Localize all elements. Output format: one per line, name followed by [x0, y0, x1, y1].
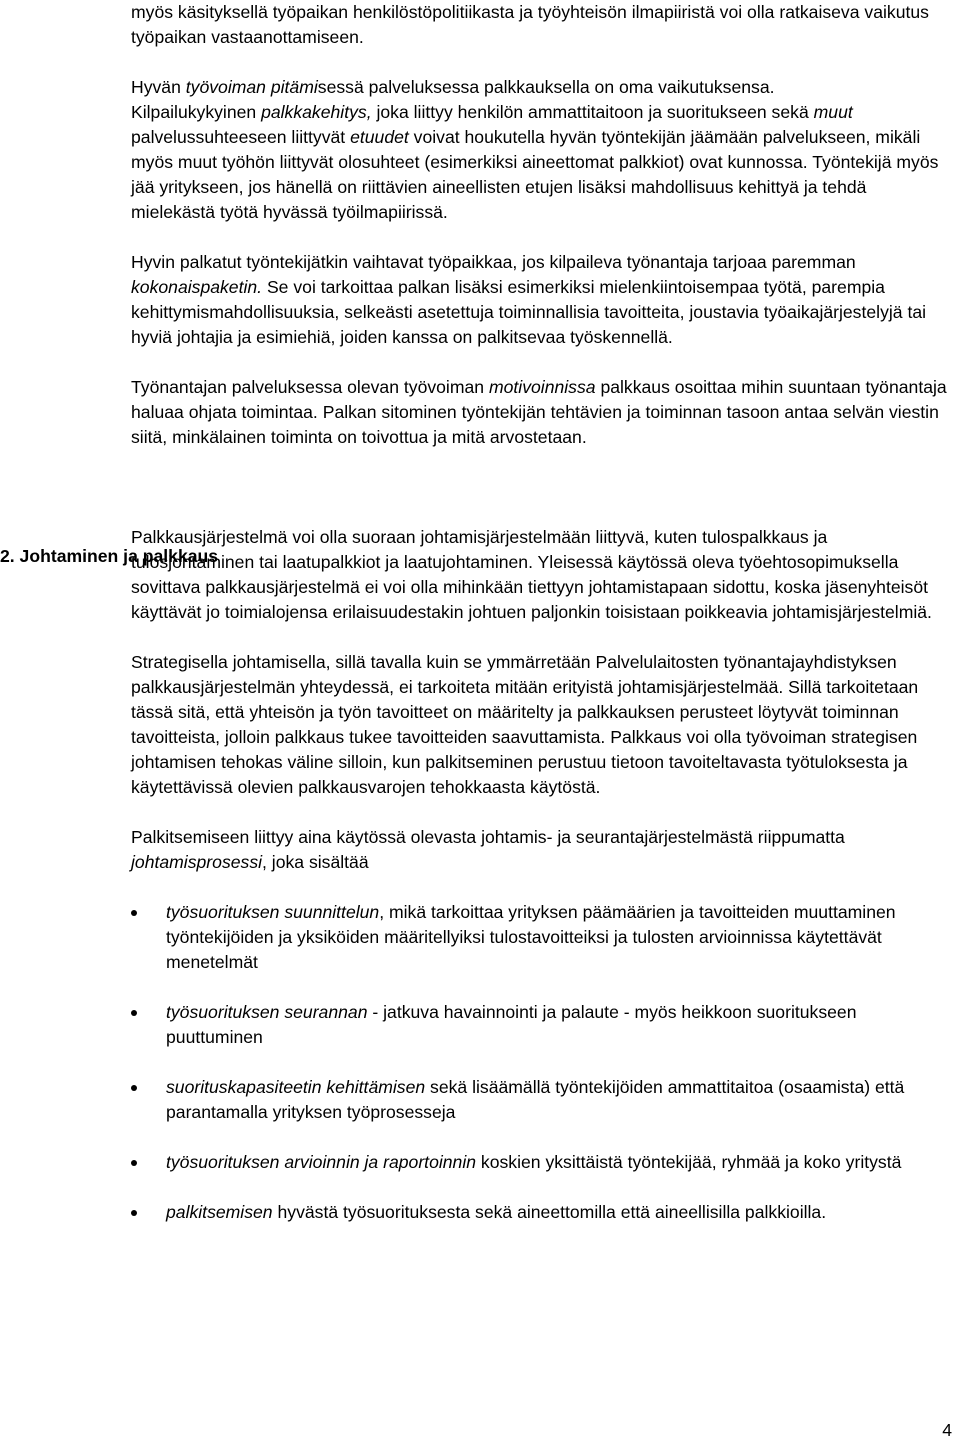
process-list [131, 900, 953, 1225]
paragraph-2: Hyvän työvoiman pitämisessä palveluksessa palkkauksella on oma vaikutuksensa. [131, 77, 775, 97]
page-number: 4 [942, 1420, 952, 1440]
paragraph-4: Hyvin palkatut työntekijätkin vaihtavat työpaikkaa, jos kilpaileva työnantaja tarjoaa paremman kokonaispaketin. Se voi tarkoittaa palkan lisäksi esimerkiksi mielenkiintoisempaa työtä, parempia kehittymismahdollisuuksia, selkeästi asetettuja toiminnallisia tavoitteita, joustavia työaikajärjestelyjä tai hyviä johtajia ja esimiehiä, joiden kanssa on palkitsevaa työskennellä. [131, 252, 927, 347]
paragraph-3: Kilpailukykyinen palkkakehitys, joka liittyy henkilön ammattitaitoon ja suoritukseen sekä muut palvelussuhteeseen liittyvät etuudet voivat houkutella hyvän työntekijän jäämään palvelukseen, mikäli myös muut työhön liittyvät olosuhteet (esimerkiksi aineettomat palkkiot) ovat kunnossa. Työntekijä myös jää yritykseen, jos hänellä on riittävien aineellisten etujen lisäksi mahdollisuus kehittyä ja tehdä mielekästä työtä hyvässä työilmapiirissä. [131, 102, 939, 222]
document-body [131, 0, 953, 1225]
section-heading: 2. Johtaminen ja palkkaus [0, 546, 219, 566]
bullet-icon [131, 1085, 137, 1091]
bullet-icon [131, 1160, 137, 1166]
list-item: työsuorituksen seurannan - jatkuva havainnointi ja palaute - myös heikkoon suoritukseen puuttuminen [131, 1000, 953, 1050]
paragraph-6: Palkkausjärjestelmä voi olla suoraan johtamisjärjestelmään liittyvä, kuten tulospalkkaus ja tulosjohtaminen tai laatupalkkiot ja laatujohtaminen. Yleisessä käytössä oleva työehtosopimuksella sovittava palkkausjärjestelmä ei voi olla mihinkään tiettyyn johtamistapaan sidottu, koska jäsenyhteisöt käyttävät jo toimialojensa erilaisuudestakin johtuen paljonkin toisistaan poikkeavia johtamisjärjestelmiä. [131, 527, 932, 622]
list-item: suorituskapasiteetin kehittämisen sekä lisäämällä työntekijöiden ammattitaitoa (osaamista) että parantamalla yrityksen työprosesseja [131, 1075, 953, 1125]
paragraph-1: myös käsityksellä työpaikan henkilöstöpolitiikasta ja työyhteisön ilmapiiristä voi olla ratkaiseva vaikutus työpaikan vastaanottamiseen. [131, 2, 929, 47]
list-item: työsuorituksen arvioinnin ja raportoinnin koskien yksittäistä työntekijää, ryhmää ja koko yritystä [131, 1150, 953, 1175]
paragraph-7: Strategisella johtamisella, sillä tavalla kuin se ymmärretään Palvelulaitosten työnantajayhdistyksen palkkausjärjestelmän yhteydessä, ei tarkoiteta mitään erityistä johtamisjärjestelmää. Sillä tarkoitetaan tässä sitä, että yhteisön ja työn tavoitteet on määritelty ja palkkauksen perusteet löytyvät toiminnan tavoitteista, jolloin palkkaus tukee tavoitteiden saavuttamista. Palkkaus voi olla työvoiman strategisen johtamisen tehokas väline silloin, kun palkitseminen perustuu tietoon tavoiteltavasta työtuloksesta ja käytettävissä olevien palkkausvarojen tehokkaasta käytöstä. [131, 652, 919, 797]
paragraph-8: Palkitsemiseen liittyy aina käytössä olevasta johtamis- ja seurantajärjestelmästä riippumatta johtamisprosessi, joka sisältää [131, 827, 845, 872]
bullet-icon [131, 1010, 137, 1016]
list-item: palkitsemisen hyvästä työsuorituksesta sekä aineettomilla että aineellisilla palkkioilla. [131, 1200, 953, 1225]
bullet-icon [131, 1210, 137, 1216]
list-item: työsuorituksen suunnittelun, mikä tarkoittaa yrityksen päämäärien ja tavoitteiden muuttaminen työntekijöiden ja yksiköiden määritellyiksi tulostavoitteiksi ja tulosten arvioinnissa käytettävät menetelmät [131, 900, 953, 975]
bullet-icon [131, 910, 137, 916]
paragraph-5: Työnantajan palveluksessa olevan työvoiman motivoinnissa palkkaus osoittaa mihin suuntaan työnantaja haluaa ohjata toimintaa. Palkan sitominen työntekijän tehtävien ja toiminnan tasoon antaa selvän viestin siitä, minkälainen toiminta on toivottua ja mitä arvostetaan. [131, 377, 947, 447]
